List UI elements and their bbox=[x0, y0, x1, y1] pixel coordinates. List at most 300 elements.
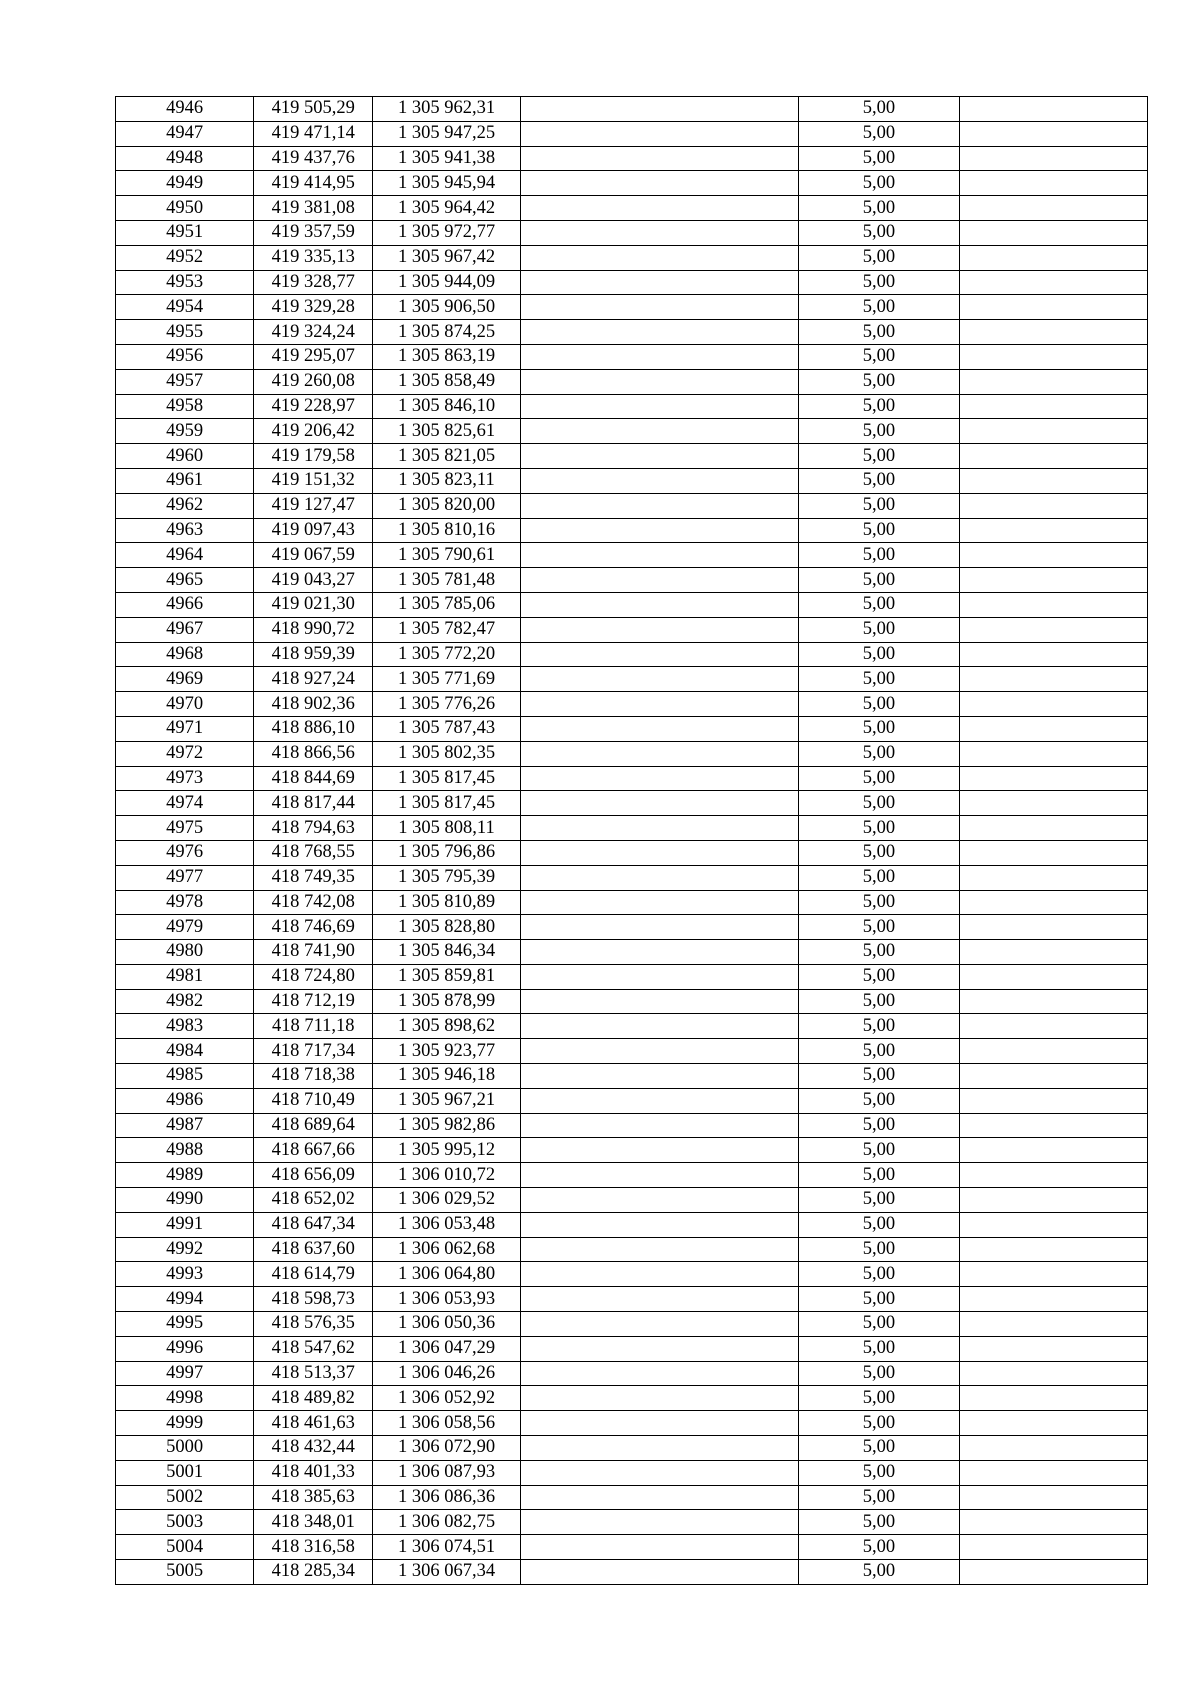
empty-cell bbox=[960, 518, 1148, 543]
y-coordinate-cell: 1 306 082,75 bbox=[373, 1510, 521, 1535]
y-coordinate-cell: 1 305 810,89 bbox=[373, 890, 521, 915]
empty-cell bbox=[960, 1088, 1148, 1113]
empty-cell bbox=[520, 766, 798, 791]
y-coordinate-cell: 1 306 086,36 bbox=[373, 1485, 521, 1510]
x-coordinate-cell: 418 598,73 bbox=[254, 1287, 373, 1312]
value-cell: 5,00 bbox=[798, 642, 960, 667]
empty-cell bbox=[960, 468, 1148, 493]
point-number-cell: 4975 bbox=[116, 816, 254, 841]
point-number-cell: 4982 bbox=[116, 989, 254, 1014]
point-number-cell: 5005 bbox=[116, 1560, 254, 1585]
y-coordinate-cell: 1 305 846,10 bbox=[373, 394, 521, 419]
y-coordinate-cell: 1 305 821,05 bbox=[373, 444, 521, 469]
empty-cell bbox=[520, 1510, 798, 1535]
table-row bbox=[116, 97, 1148, 122]
empty-cell bbox=[960, 1411, 1148, 1436]
empty-cell bbox=[960, 171, 1148, 196]
empty-cell bbox=[520, 1014, 798, 1039]
y-coordinate-cell: 1 305 820,00 bbox=[373, 493, 521, 518]
value-cell: 5,00 bbox=[798, 344, 960, 369]
empty-cell bbox=[520, 1287, 798, 1312]
table-row bbox=[116, 642, 1148, 667]
point-number-cell: 4968 bbox=[116, 642, 254, 667]
y-coordinate-cell: 1 305 796,86 bbox=[373, 840, 521, 865]
table-row bbox=[116, 1312, 1148, 1337]
value-cell: 5,00 bbox=[798, 171, 960, 196]
table-row bbox=[116, 543, 1148, 568]
empty-cell bbox=[520, 1436, 798, 1461]
value-cell: 5,00 bbox=[798, 667, 960, 692]
y-coordinate-cell: 1 305 828,80 bbox=[373, 915, 521, 940]
empty-cell bbox=[960, 295, 1148, 320]
y-coordinate-cell: 1 305 781,48 bbox=[373, 568, 521, 593]
y-coordinate-cell: 1 305 772,20 bbox=[373, 642, 521, 667]
y-coordinate-cell: 1 305 878,99 bbox=[373, 989, 521, 1014]
empty-cell bbox=[960, 344, 1148, 369]
table-row bbox=[116, 320, 1148, 345]
y-coordinate-cell: 1 305 785,06 bbox=[373, 592, 521, 617]
point-number-cell: 4993 bbox=[116, 1262, 254, 1287]
x-coordinate-cell: 419 151,32 bbox=[254, 468, 373, 493]
empty-cell bbox=[960, 940, 1148, 965]
empty-cell bbox=[520, 940, 798, 965]
x-coordinate-cell: 418 718,38 bbox=[254, 1064, 373, 1089]
point-number-cell: 4952 bbox=[116, 245, 254, 270]
table-row bbox=[116, 1014, 1148, 1039]
table-row bbox=[116, 1560, 1148, 1585]
table-row bbox=[116, 1460, 1148, 1485]
empty-cell bbox=[520, 1312, 798, 1337]
y-coordinate-cell: 1 305 923,77 bbox=[373, 1039, 521, 1064]
value-cell: 5,00 bbox=[798, 816, 960, 841]
empty-cell bbox=[960, 1485, 1148, 1510]
value-cell: 5,00 bbox=[798, 1088, 960, 1113]
x-coordinate-cell: 418 667,66 bbox=[254, 1138, 373, 1163]
empty-cell bbox=[520, 171, 798, 196]
empty-cell bbox=[520, 419, 798, 444]
point-number-cell: 4950 bbox=[116, 196, 254, 221]
empty-cell bbox=[960, 1560, 1148, 1585]
value-cell: 5,00 bbox=[798, 394, 960, 419]
table-row bbox=[116, 1436, 1148, 1461]
empty-cell bbox=[520, 1163, 798, 1188]
point-number-cell: 4958 bbox=[116, 394, 254, 419]
table-row bbox=[116, 766, 1148, 791]
empty-cell bbox=[960, 865, 1148, 890]
value-cell: 5,00 bbox=[798, 245, 960, 270]
y-coordinate-cell: 1 305 941,38 bbox=[373, 146, 521, 171]
point-number-cell: 4956 bbox=[116, 344, 254, 369]
x-coordinate-cell: 418 547,62 bbox=[254, 1336, 373, 1361]
table-row bbox=[116, 692, 1148, 717]
y-coordinate-cell: 1 305 787,43 bbox=[373, 716, 521, 741]
table-body bbox=[116, 97, 1148, 1585]
empty-cell bbox=[960, 1262, 1148, 1287]
point-number-cell: 4985 bbox=[116, 1064, 254, 1089]
x-coordinate-cell: 418 959,39 bbox=[254, 642, 373, 667]
table-row bbox=[116, 1336, 1148, 1361]
empty-cell bbox=[960, 1312, 1148, 1337]
empty-cell bbox=[520, 1212, 798, 1237]
empty-cell bbox=[520, 1188, 798, 1213]
empty-cell bbox=[520, 964, 798, 989]
empty-cell bbox=[520, 97, 798, 122]
table-row bbox=[116, 1039, 1148, 1064]
value-cell: 5,00 bbox=[798, 1411, 960, 1436]
x-coordinate-cell: 418 724,80 bbox=[254, 964, 373, 989]
value-cell: 5,00 bbox=[798, 468, 960, 493]
table-row bbox=[116, 1113, 1148, 1138]
empty-cell bbox=[520, 468, 798, 493]
point-number-cell: 4986 bbox=[116, 1088, 254, 1113]
point-number-cell: 4996 bbox=[116, 1336, 254, 1361]
x-coordinate-cell: 418 401,33 bbox=[254, 1460, 373, 1485]
empty-cell bbox=[520, 692, 798, 717]
y-coordinate-cell: 1 305 802,35 bbox=[373, 741, 521, 766]
x-coordinate-cell: 418 385,63 bbox=[254, 1485, 373, 1510]
table-row bbox=[116, 1361, 1148, 1386]
y-coordinate-cell: 1 305 947,25 bbox=[373, 121, 521, 146]
empty-cell bbox=[520, 320, 798, 345]
table-row bbox=[116, 146, 1148, 171]
empty-cell bbox=[960, 642, 1148, 667]
x-coordinate-cell: 418 768,55 bbox=[254, 840, 373, 865]
point-number-cell: 4972 bbox=[116, 741, 254, 766]
empty-cell bbox=[960, 146, 1148, 171]
empty-cell bbox=[520, 369, 798, 394]
value-cell: 5,00 bbox=[798, 1188, 960, 1213]
x-coordinate-cell: 418 749,35 bbox=[254, 865, 373, 890]
empty-cell bbox=[520, 915, 798, 940]
x-coordinate-cell: 418 844,69 bbox=[254, 766, 373, 791]
empty-cell bbox=[520, 518, 798, 543]
empty-cell bbox=[960, 716, 1148, 741]
x-coordinate-cell: 418 316,58 bbox=[254, 1535, 373, 1560]
table-row bbox=[116, 989, 1148, 1014]
point-number-cell: 4965 bbox=[116, 568, 254, 593]
point-number-cell: 5002 bbox=[116, 1485, 254, 1510]
empty-cell bbox=[520, 568, 798, 593]
empty-cell bbox=[520, 592, 798, 617]
empty-cell bbox=[960, 1039, 1148, 1064]
value-cell: 5,00 bbox=[798, 121, 960, 146]
empty-cell bbox=[520, 245, 798, 270]
y-coordinate-cell: 1 305 874,25 bbox=[373, 320, 521, 345]
value-cell: 5,00 bbox=[798, 865, 960, 890]
point-number-cell: 4969 bbox=[116, 667, 254, 692]
table-row bbox=[116, 295, 1148, 320]
empty-cell bbox=[960, 1014, 1148, 1039]
table-row bbox=[116, 196, 1148, 221]
value-cell: 5,00 bbox=[798, 1436, 960, 1461]
empty-cell bbox=[960, 97, 1148, 122]
value-cell: 5,00 bbox=[798, 1336, 960, 1361]
empty-cell bbox=[960, 196, 1148, 221]
point-number-cell: 4988 bbox=[116, 1138, 254, 1163]
value-cell: 5,00 bbox=[798, 1237, 960, 1262]
point-number-cell: 4995 bbox=[116, 1312, 254, 1337]
table-row bbox=[116, 791, 1148, 816]
value-cell: 5,00 bbox=[798, 766, 960, 791]
empty-cell bbox=[960, 1212, 1148, 1237]
y-coordinate-cell: 1 305 859,81 bbox=[373, 964, 521, 989]
y-coordinate-cell: 1 305 823,11 bbox=[373, 468, 521, 493]
x-coordinate-cell: 419 067,59 bbox=[254, 543, 373, 568]
table-row bbox=[116, 816, 1148, 841]
point-number-cell: 4974 bbox=[116, 791, 254, 816]
value-cell: 5,00 bbox=[798, 741, 960, 766]
point-number-cell: 4976 bbox=[116, 840, 254, 865]
x-coordinate-cell: 419 206,42 bbox=[254, 419, 373, 444]
empty-cell bbox=[520, 493, 798, 518]
empty-cell bbox=[520, 840, 798, 865]
x-coordinate-cell: 418 652,02 bbox=[254, 1188, 373, 1213]
value-cell: 5,00 bbox=[798, 1312, 960, 1337]
empty-cell bbox=[520, 1039, 798, 1064]
empty-cell bbox=[960, 915, 1148, 940]
empty-cell bbox=[960, 245, 1148, 270]
empty-cell bbox=[520, 220, 798, 245]
value-cell: 5,00 bbox=[798, 1138, 960, 1163]
table-row bbox=[116, 940, 1148, 965]
point-number-cell: 4954 bbox=[116, 295, 254, 320]
point-number-cell: 4992 bbox=[116, 1237, 254, 1262]
x-coordinate-cell: 418 432,44 bbox=[254, 1436, 373, 1461]
point-number-cell: 4978 bbox=[116, 890, 254, 915]
empty-cell bbox=[960, 617, 1148, 642]
point-number-cell: 4967 bbox=[116, 617, 254, 642]
point-number-cell: 4970 bbox=[116, 692, 254, 717]
point-number-cell: 4989 bbox=[116, 1163, 254, 1188]
value-cell: 5,00 bbox=[798, 146, 960, 171]
table-row bbox=[116, 964, 1148, 989]
empty-cell bbox=[520, 617, 798, 642]
value-cell: 5,00 bbox=[798, 1039, 960, 1064]
empty-cell bbox=[960, 816, 1148, 841]
empty-cell bbox=[960, 1361, 1148, 1386]
empty-cell bbox=[960, 840, 1148, 865]
x-coordinate-cell: 419 260,08 bbox=[254, 369, 373, 394]
y-coordinate-cell: 1 306 087,93 bbox=[373, 1460, 521, 1485]
empty-cell bbox=[960, 1436, 1148, 1461]
point-number-cell: 4946 bbox=[116, 97, 254, 122]
point-number-cell: 5001 bbox=[116, 1460, 254, 1485]
value-cell: 5,00 bbox=[798, 97, 960, 122]
empty-cell bbox=[960, 592, 1148, 617]
value-cell: 5,00 bbox=[798, 568, 960, 593]
x-coordinate-cell: 418 647,34 bbox=[254, 1212, 373, 1237]
empty-cell bbox=[520, 890, 798, 915]
value-cell: 5,00 bbox=[798, 320, 960, 345]
empty-cell bbox=[520, 1535, 798, 1560]
empty-cell bbox=[960, 667, 1148, 692]
table-row bbox=[116, 518, 1148, 543]
empty-cell bbox=[520, 1361, 798, 1386]
empty-cell bbox=[960, 220, 1148, 245]
empty-cell bbox=[520, 642, 798, 667]
empty-cell bbox=[520, 146, 798, 171]
x-coordinate-cell: 419 179,58 bbox=[254, 444, 373, 469]
x-coordinate-cell: 418 637,60 bbox=[254, 1237, 373, 1262]
table-row bbox=[116, 1535, 1148, 1560]
point-number-cell: 4949 bbox=[116, 171, 254, 196]
point-number-cell: 4987 bbox=[116, 1113, 254, 1138]
x-coordinate-cell: 419 505,29 bbox=[254, 97, 373, 122]
table-row bbox=[116, 592, 1148, 617]
empty-cell bbox=[520, 816, 798, 841]
point-number-cell: 4999 bbox=[116, 1411, 254, 1436]
x-coordinate-cell: 419 335,13 bbox=[254, 245, 373, 270]
x-coordinate-cell: 419 437,76 bbox=[254, 146, 373, 171]
x-coordinate-cell: 418 717,34 bbox=[254, 1039, 373, 1064]
point-number-cell: 4966 bbox=[116, 592, 254, 617]
table-row bbox=[116, 1386, 1148, 1411]
y-coordinate-cell: 1 306 047,29 bbox=[373, 1336, 521, 1361]
point-number-cell: 4977 bbox=[116, 865, 254, 890]
x-coordinate-cell: 418 866,56 bbox=[254, 741, 373, 766]
empty-cell bbox=[520, 865, 798, 890]
table-row bbox=[116, 1188, 1148, 1213]
x-coordinate-cell: 418 794,63 bbox=[254, 816, 373, 841]
empty-cell bbox=[520, 1237, 798, 1262]
empty-cell bbox=[520, 1088, 798, 1113]
value-cell: 5,00 bbox=[798, 1510, 960, 1535]
x-coordinate-cell: 418 742,08 bbox=[254, 890, 373, 915]
point-number-cell: 4961 bbox=[116, 468, 254, 493]
empty-cell bbox=[960, 766, 1148, 791]
empty-cell bbox=[960, 741, 1148, 766]
empty-cell bbox=[520, 989, 798, 1014]
value-cell: 5,00 bbox=[798, 1212, 960, 1237]
x-coordinate-cell: 418 712,19 bbox=[254, 989, 373, 1014]
empty-cell bbox=[520, 270, 798, 295]
table-row bbox=[116, 394, 1148, 419]
empty-cell bbox=[520, 196, 798, 221]
table-row bbox=[116, 419, 1148, 444]
x-coordinate-cell: 418 886,10 bbox=[254, 716, 373, 741]
point-number-cell: 4951 bbox=[116, 220, 254, 245]
y-coordinate-cell: 1 305 982,86 bbox=[373, 1113, 521, 1138]
empty-cell bbox=[960, 1510, 1148, 1535]
value-cell: 5,00 bbox=[798, 617, 960, 642]
point-number-cell: 4947 bbox=[116, 121, 254, 146]
y-coordinate-cell: 1 306 050,36 bbox=[373, 1312, 521, 1337]
value-cell: 5,00 bbox=[798, 915, 960, 940]
y-coordinate-cell: 1 305 945,94 bbox=[373, 171, 521, 196]
y-coordinate-cell: 1 306 067,34 bbox=[373, 1560, 521, 1585]
value-cell: 5,00 bbox=[798, 1287, 960, 1312]
table-row bbox=[116, 840, 1148, 865]
table-row bbox=[116, 890, 1148, 915]
value-cell: 5,00 bbox=[798, 989, 960, 1014]
value-cell: 5,00 bbox=[798, 890, 960, 915]
table-row bbox=[116, 468, 1148, 493]
value-cell: 5,00 bbox=[798, 1535, 960, 1560]
x-coordinate-cell: 419 357,59 bbox=[254, 220, 373, 245]
empty-cell bbox=[520, 741, 798, 766]
x-coordinate-cell: 418 689,64 bbox=[254, 1113, 373, 1138]
table-row bbox=[116, 716, 1148, 741]
table-row bbox=[116, 1138, 1148, 1163]
y-coordinate-cell: 1 305 967,21 bbox=[373, 1088, 521, 1113]
x-coordinate-cell: 419 097,43 bbox=[254, 518, 373, 543]
empty-cell bbox=[960, 320, 1148, 345]
point-number-cell: 4997 bbox=[116, 1361, 254, 1386]
table-row bbox=[116, 171, 1148, 196]
y-coordinate-cell: 1 305 946,18 bbox=[373, 1064, 521, 1089]
value-cell: 5,00 bbox=[798, 270, 960, 295]
empty-cell bbox=[960, 1287, 1148, 1312]
table-row bbox=[116, 1163, 1148, 1188]
value-cell: 5,00 bbox=[798, 1560, 960, 1585]
x-coordinate-cell: 418 902,36 bbox=[254, 692, 373, 717]
empty-cell bbox=[520, 295, 798, 320]
empty-cell bbox=[960, 1386, 1148, 1411]
empty-cell bbox=[520, 1262, 798, 1287]
y-coordinate-cell: 1 305 962,31 bbox=[373, 97, 521, 122]
table-row bbox=[116, 1411, 1148, 1436]
empty-cell bbox=[960, 890, 1148, 915]
y-coordinate-cell: 1 305 808,11 bbox=[373, 816, 521, 841]
y-coordinate-cell: 1 305 771,69 bbox=[373, 667, 521, 692]
table-row bbox=[116, 1262, 1148, 1287]
empty-cell bbox=[960, 1460, 1148, 1485]
point-number-cell: 4984 bbox=[116, 1039, 254, 1064]
table-row bbox=[116, 444, 1148, 469]
value-cell: 5,00 bbox=[798, 518, 960, 543]
point-number-cell: 4981 bbox=[116, 964, 254, 989]
point-number-cell: 4994 bbox=[116, 1287, 254, 1312]
empty-cell bbox=[960, 493, 1148, 518]
y-coordinate-cell: 1 306 052,92 bbox=[373, 1386, 521, 1411]
x-coordinate-cell: 419 228,97 bbox=[254, 394, 373, 419]
x-coordinate-cell: 418 990,72 bbox=[254, 617, 373, 642]
empty-cell bbox=[520, 1064, 798, 1089]
y-coordinate-cell: 1 305 782,47 bbox=[373, 617, 521, 642]
table-row bbox=[116, 245, 1148, 270]
table-row bbox=[116, 667, 1148, 692]
empty-cell bbox=[520, 1138, 798, 1163]
table-row bbox=[116, 220, 1148, 245]
table-row bbox=[116, 1237, 1148, 1262]
empty-cell bbox=[520, 1386, 798, 1411]
point-number-cell: 4959 bbox=[116, 419, 254, 444]
y-coordinate-cell: 1 306 029,52 bbox=[373, 1188, 521, 1213]
x-coordinate-cell: 418 656,09 bbox=[254, 1163, 373, 1188]
table-row bbox=[116, 369, 1148, 394]
y-coordinate-cell: 1 305 817,45 bbox=[373, 766, 521, 791]
value-cell: 5,00 bbox=[798, 419, 960, 444]
point-number-cell: 4964 bbox=[116, 543, 254, 568]
y-coordinate-cell: 1 305 846,34 bbox=[373, 940, 521, 965]
point-number-cell: 5004 bbox=[116, 1535, 254, 1560]
empty-cell bbox=[520, 791, 798, 816]
value-cell: 5,00 bbox=[798, 1386, 960, 1411]
table-row bbox=[116, 915, 1148, 940]
y-coordinate-cell: 1 305 906,50 bbox=[373, 295, 521, 320]
value-cell: 5,00 bbox=[798, 295, 960, 320]
y-coordinate-cell: 1 305 967,42 bbox=[373, 245, 521, 270]
empty-cell bbox=[960, 369, 1148, 394]
empty-cell bbox=[960, 1237, 1148, 1262]
value-cell: 5,00 bbox=[798, 940, 960, 965]
table-row bbox=[116, 1088, 1148, 1113]
x-coordinate-cell: 419 043,27 bbox=[254, 568, 373, 593]
point-number-cell: 4957 bbox=[116, 369, 254, 394]
value-cell: 5,00 bbox=[798, 964, 960, 989]
point-number-cell: 4960 bbox=[116, 444, 254, 469]
table-row bbox=[116, 1064, 1148, 1089]
